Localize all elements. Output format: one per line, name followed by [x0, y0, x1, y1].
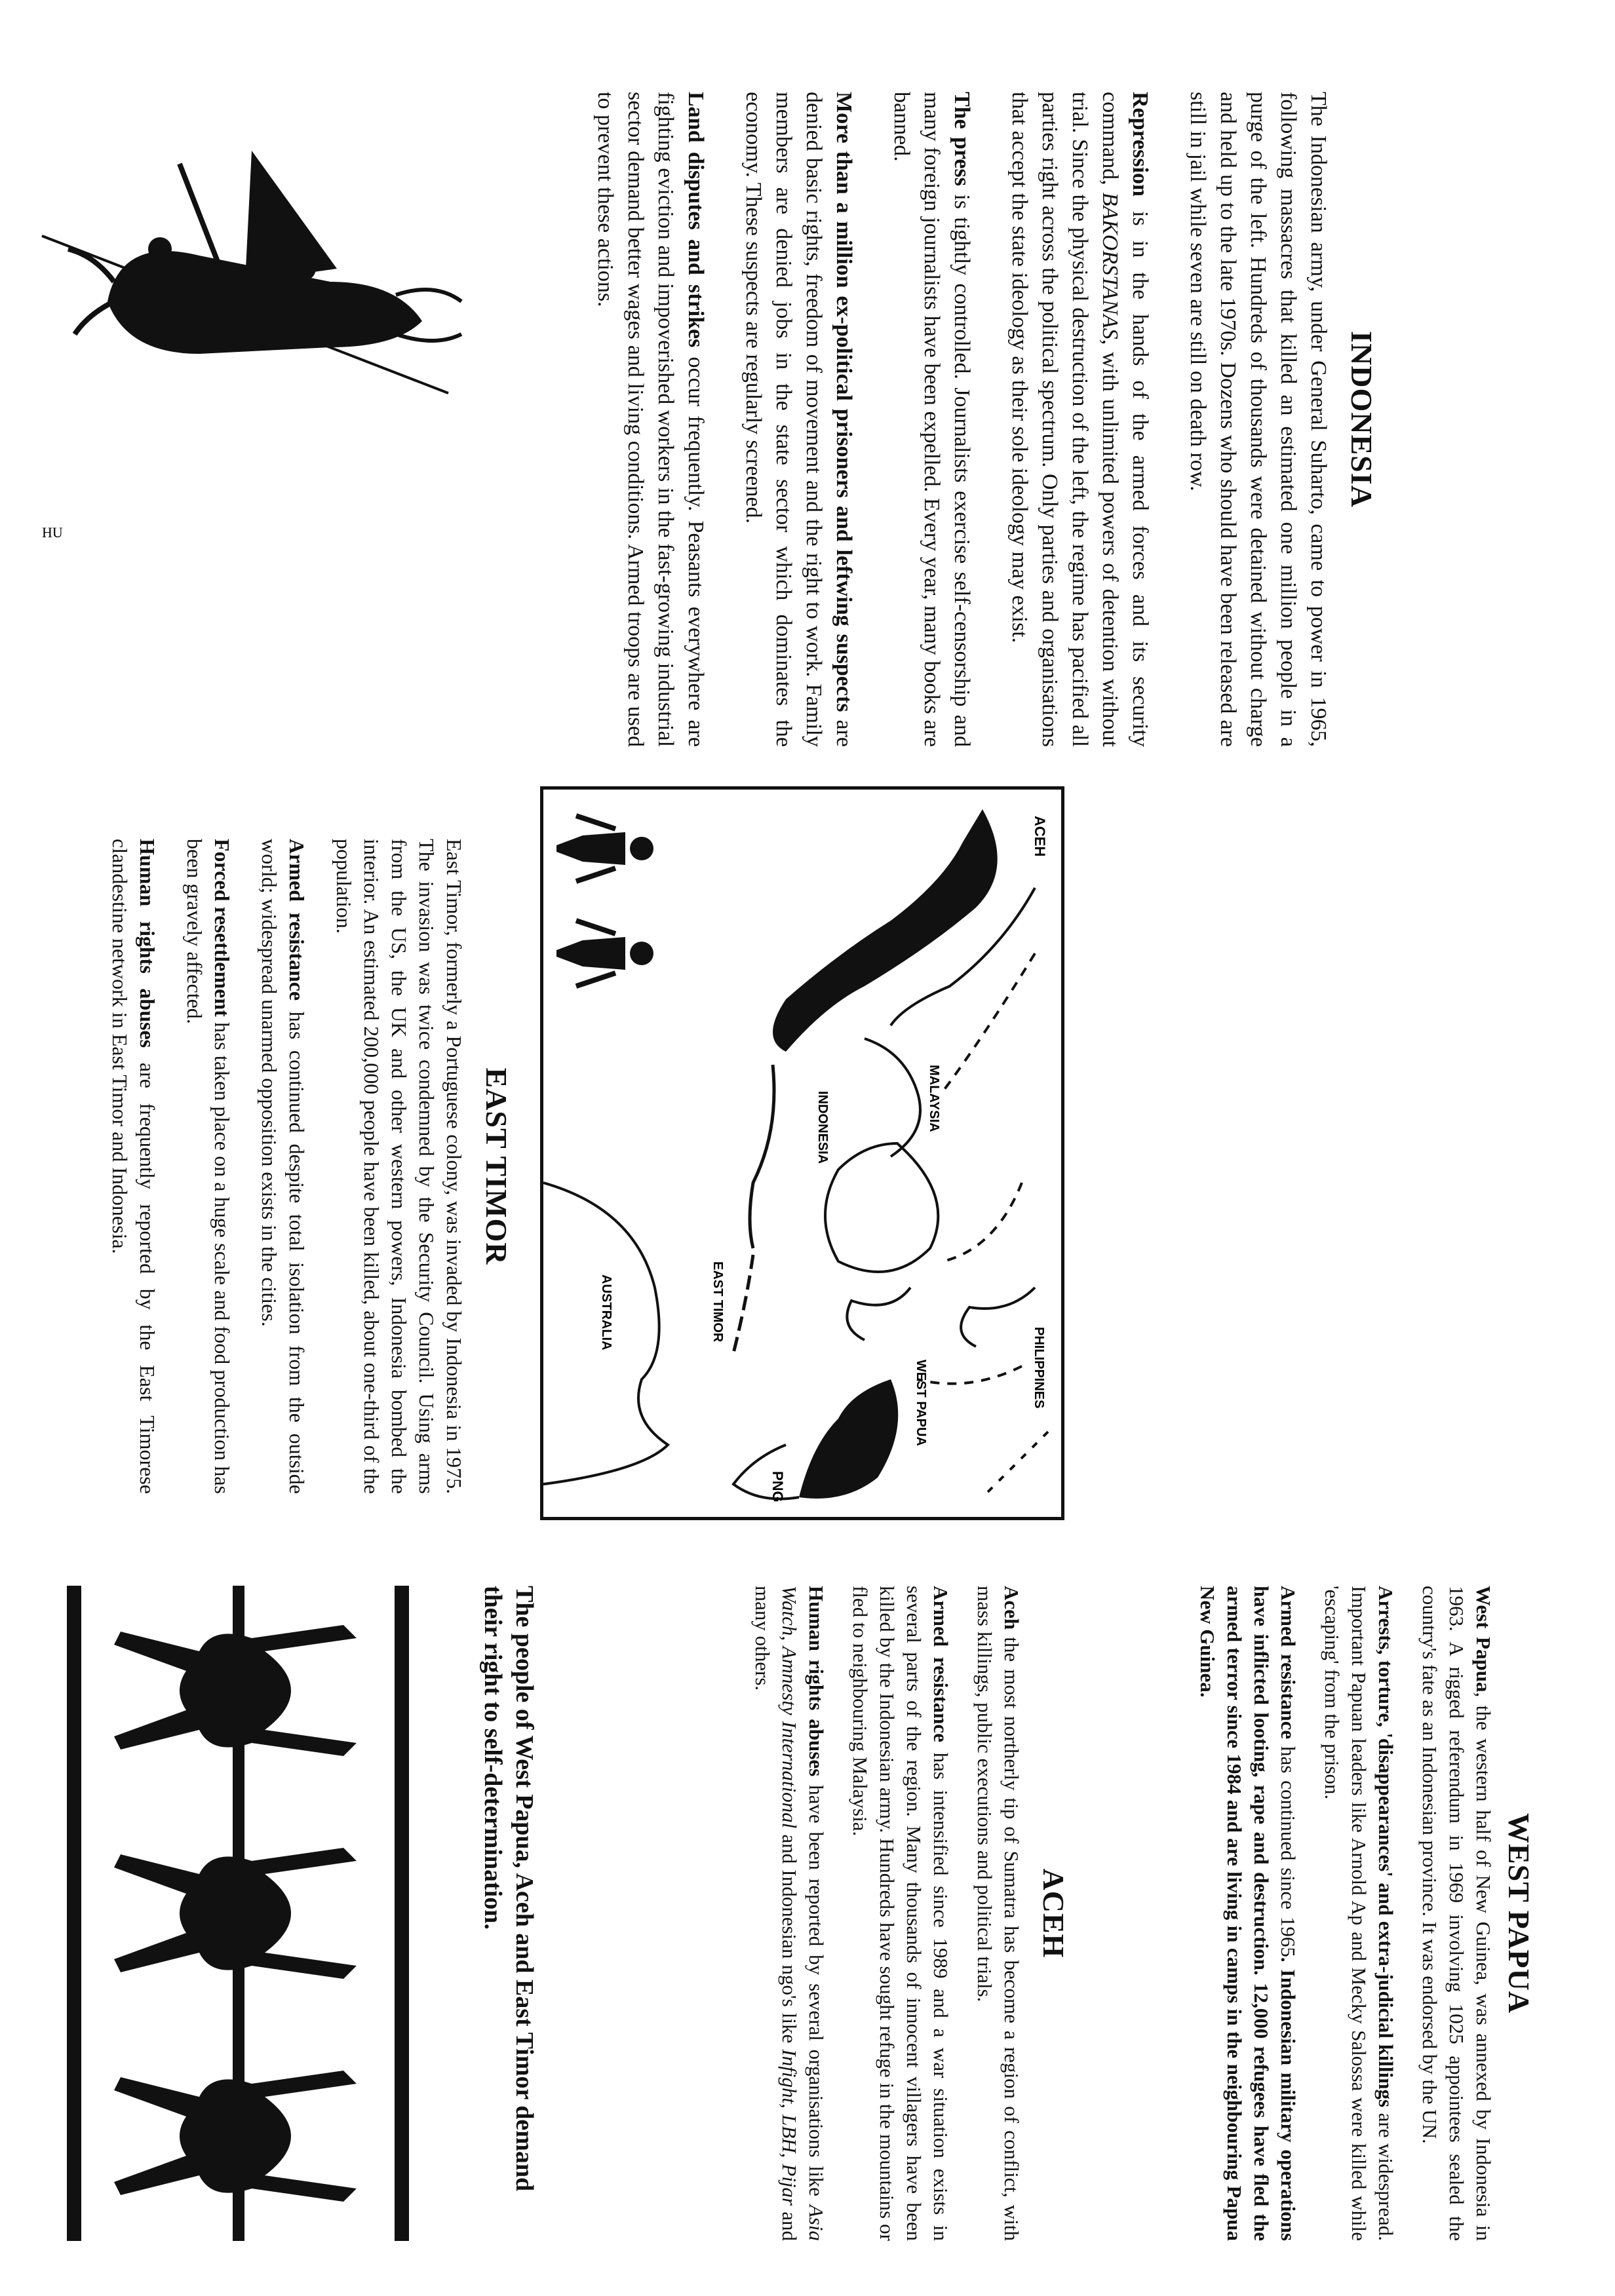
map-label-indonesia: INDONESIA — [815, 1091, 830, 1164]
aceh-abuses-text-b: and Indonesian ngo's like — [778, 1828, 801, 2050]
sumatra-shape — [773, 809, 998, 1052]
indonesia-intro-paragraph: The Indonesian army, under General Suharto, came to power in 1965, following massacres that killed an estimated one million people in a purge of the left. Hundreds of thousands were detained without charge and held up to the late 1970s. Dozens who should have been released are still in jail while seven are still on death row. — [1186, 92, 1331, 747]
east-timor-intro-paragraph: East Timor, formerly a Portuguese colony, was invaded by Indonesia in 1975. The invasion was twice condemned by the Security Council. Using arms from the US, the UK and other western powers, Indonesia bombed the interior. An estimated 200,000 people have been killed, about one-third of the population. — [332, 839, 466, 1494]
decorative-frieze — [55, 1586, 422, 2241]
aceh-lead: Aceh — [1000, 1586, 1023, 1630]
aceh-abuses-ngos: Infight, LBH, Pijar — [778, 2049, 801, 2206]
soldier-figure-left — [556, 816, 653, 881]
frieze-figure-2 — [114, 1848, 357, 1979]
aceh-intro-paragraph — [971, 1586, 1025, 2241]
west-papua-intro-paragraph — [1416, 1586, 1497, 2241]
aceh-resistance-lead: Armed resistance — [929, 1586, 952, 1742]
west-papua-resistance-text-a: has continued since 1965 — [1277, 1739, 1300, 1957]
west-papua-resistance-text-b: . Indonesian military operations have inflicted looting, rape and destruction. 12,000 refugees have fled the armed terror since 1984 and are living in camps in the neighbouring Papua New Guinea. — [1196, 1586, 1300, 2241]
soldier-figure-right — [556, 921, 653, 986]
east-timor-abuses-paragraph — [106, 839, 161, 1494]
aceh-title: ACEH — [1037, 1868, 1070, 1959]
west-papua-body — [1177, 1586, 1497, 2241]
map-label-malaysia: MALAYSIA — [927, 1065, 941, 1132]
aceh-intro-text: the most northerly tip of Sumatra has become a region of conflict, with mass killings, public executions and political trials. — [973, 1586, 1023, 2241]
repression-text-a: is in the hands of the armed forces and its security command, — [1098, 92, 1152, 747]
map-label-west-papua: WEST PAPUA — [914, 1360, 928, 1446]
map-svg — [543, 790, 1061, 1517]
east-timor-title: EAST TIMOR — [480, 1067, 513, 1265]
press-text: is tightly controlled. Journalists exercise self-censorship and many foreign journalists have been expelled. Every year, many books are banned. — [889, 92, 974, 747]
indonesia-title: INDONESIA — [1345, 331, 1378, 508]
arrests-paragraph — [1319, 1586, 1399, 2241]
press-paragraph — [886, 92, 977, 747]
resettlement-lead: Forced resettlement — [210, 839, 234, 1017]
press-lead: The press — [950, 92, 974, 186]
map-label-east-timor: EAST TIMOR — [710, 1261, 725, 1343]
aceh-body — [732, 1586, 1025, 2241]
map-label-aceh: ACEH — [1032, 816, 1048, 857]
resettlement-paragraph — [181, 839, 236, 1494]
land-disputes-paragraph — [590, 92, 710, 747]
arrests-text: are widespread. Important Papuan leaders like Arnold Ap and Mecky Salossa were killed while 'escaping' from the prison. — [1321, 1586, 1397, 2241]
prisoners-text: are denied basic rights, freedom of movement and the right to work. Family members are denied jobs in the state sector which dominates the economy. These suspects are regularly screened. — [741, 92, 856, 747]
map-label-png: PNG — [769, 1471, 786, 1502]
map-label-philippines: PHILIPPINES — [1032, 1327, 1046, 1409]
prisoners-paragraph — [738, 92, 859, 747]
frieze-svg — [55, 1586, 422, 2241]
aceh-resistance-paragraph — [847, 1586, 954, 2241]
aceh-abuses-text-a: have been reported by several organisations like — [805, 1776, 828, 2205]
west-papua-resistance-paragraph — [1194, 1586, 1302, 2241]
west-papua-title: WEST PAPUA — [1502, 1812, 1536, 2014]
panel-east-timor — [0, 760, 1615, 1546]
land-disputes-lead: Land disputes and strikes — [684, 92, 708, 348]
aceh-abuses-paragraph — [749, 1586, 830, 2241]
east-timor-abuses-lead: Human rights abuses — [136, 839, 159, 1048]
closing-statement: The people of West Papua, Aceh and East Timor demand their right to self-determination. — [479, 1586, 538, 2192]
repression-paragraph — [1004, 92, 1155, 747]
frieze-figure-1 — [114, 1625, 357, 1756]
region-map — [540, 786, 1064, 1520]
west-papua-shape — [799, 1379, 898, 1499]
boat-signature: HU — [42, 524, 63, 541]
west-papua-intro-text: , the western half of New Guinea, was annexed by Indonesia in 1963. A rigged referendum in 1969 involving 1025 appointees sealed the country's fate as an Indonesian province. It was endorsed by the UN. — [1418, 1586, 1495, 2241]
aceh-abuses-orgs: Asia Watch, Amnesty International — [778, 1586, 828, 2241]
west-papua-resistance-lead: Armed resistance — [1277, 1586, 1300, 1740]
boat-illustration — [29, 85, 475, 557]
aceh-abuses-text-c: and many others. — [751, 1586, 801, 2242]
repression-text-b: with unlimited powers of detention without trial. Since the physical destruction of the left, the regime has pacified all parties right across the political spectrum. Only parties and organisations that accept the state ideology as their sole ideology may exist. — [1007, 92, 1122, 748]
panel-indonesia — [0, 0, 1615, 760]
east-timor-resistance-lead: Armed resistance — [285, 839, 309, 1001]
repression-lead: Repression — [1128, 92, 1152, 197]
prisoners-lead: More than a million ex-political prisoners and leftwing suspects — [832, 92, 856, 712]
indonesia-body — [562, 92, 1333, 747]
west-papua-lead: West Papua — [1472, 1586, 1495, 1693]
frieze-figure-3 — [114, 2071, 357, 2202]
east-timor-resistance-text: has continued despite total isolation from the outside world; widespread unarmed opposition exists in the cities. — [258, 839, 309, 1495]
arrests-lead: Arrests, torture, 'disappearances' and extra-judicial killings — [1374, 1586, 1397, 2108]
map-label-australia: AUSTRALIA — [599, 1274, 613, 1350]
land-disputes-text: occur frequently. Peasants everywhere are fighting eviction and impoverished workers in the fast-growing industrial sector demand better wages and living conditions. Armed troops are used to prevent these actions. — [593, 92, 708, 748]
aceh-resistance-text: has intensified since 1989 and a war situation exists in several parts of the region. Many thousands of innocent villagers have been killed by the Indonesian army. Hundreds have sought refuge in the mountains or fled to neighbouring Malaysia. — [849, 1586, 952, 2241]
east-timor-abuses-text: are frequently reported by the East Timorese clandestine network in East Timor and Indonesia. — [108, 839, 159, 1495]
resettlement-text: has taken place on a huge scale and food production has been gravely affected. — [183, 839, 234, 1495]
panel-west-papua-aceh — [0, 1546, 1615, 2296]
east-timor-body — [87, 839, 468, 1494]
aceh-abuses-lead: Human rights abuses — [805, 1586, 828, 1777]
east-timor-resistance-paragraph — [256, 839, 311, 1494]
bakorstanas-term: BAKORSTANAS, — [1098, 192, 1122, 345]
